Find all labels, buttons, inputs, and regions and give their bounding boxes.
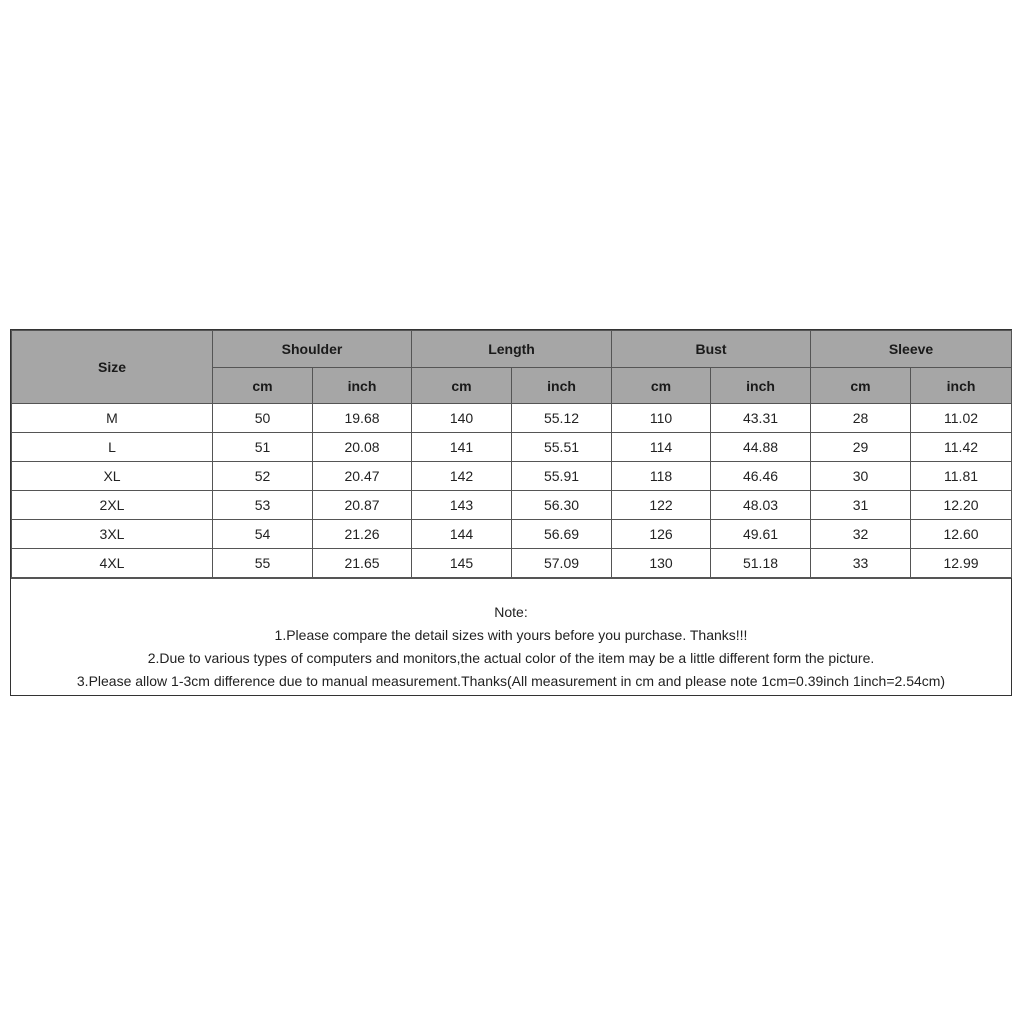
- table-cell: 55.12: [512, 404, 612, 433]
- table-cell: 55: [213, 549, 313, 578]
- table-cell: 20.87: [313, 491, 412, 520]
- note-line: 1.Please compare the detail sizes with yours before you purchase. Thanks!!!: [274, 627, 748, 643]
- table-cell: 142: [412, 462, 512, 491]
- table-cell: 12.60: [911, 520, 1012, 549]
- table-cell: 43.31: [711, 404, 811, 433]
- table-row: [12, 404, 1012, 433]
- group-header-sleeve: Sleeve: [811, 331, 1012, 368]
- table-cell: 11.81: [911, 462, 1012, 491]
- table-cell: 56.69: [512, 520, 612, 549]
- table-cell: 12.20: [911, 491, 1012, 520]
- unit-header: inch: [512, 368, 612, 404]
- table-cell: 11.02: [911, 404, 1012, 433]
- table-cell: 56.30: [512, 491, 612, 520]
- table-row: [12, 462, 1012, 491]
- table-cell: 118: [612, 462, 711, 491]
- notes-section: [11, 578, 1011, 695]
- group-header-bust: Bust: [612, 331, 811, 368]
- unit-header: cm: [811, 368, 911, 404]
- table-cell: 31: [811, 491, 911, 520]
- table-cell: 143: [412, 491, 512, 520]
- table-cell: 51.18: [711, 549, 811, 578]
- header-row-groups: [12, 331, 1012, 368]
- size-cell: 2XL: [12, 491, 213, 520]
- table-cell: 32: [811, 520, 911, 549]
- unit-header: inch: [911, 368, 1012, 404]
- table-row: [12, 549, 1012, 578]
- table-cell: 49.61: [711, 520, 811, 549]
- table-cell: 110: [612, 404, 711, 433]
- table-cell: 114: [612, 433, 711, 462]
- table-cell: 140: [412, 404, 512, 433]
- size-table: [11, 330, 1012, 578]
- table-cell: 54: [213, 520, 313, 549]
- table-cell: 122: [612, 491, 711, 520]
- size-chart: [10, 329, 1012, 696]
- note-line: 3.Please allow 1-3cm difference due to manual measurement.Thanks(All measurement in cm and please note 1cm=0.39inch 1inch=2.54cm): [76, 673, 946, 689]
- table-cell: 145: [412, 549, 512, 578]
- table-cell: 33: [811, 549, 911, 578]
- size-cell: L: [12, 433, 213, 462]
- table-cell: 28: [811, 404, 911, 433]
- size-cell: M: [12, 404, 213, 433]
- table-cell: 126: [612, 520, 711, 549]
- table-cell: 21.65: [313, 549, 412, 578]
- table-cell: 12.99: [911, 549, 1012, 578]
- table-cell: 46.46: [711, 462, 811, 491]
- unit-header: cm: [213, 368, 313, 404]
- table-cell: 57.09: [512, 549, 612, 578]
- notes-title: Note:: [494, 604, 528, 620]
- table-row: [12, 433, 1012, 462]
- table-cell: 51: [213, 433, 313, 462]
- unit-header: cm: [612, 368, 711, 404]
- table-cell: 144: [412, 520, 512, 549]
- unit-header: cm: [412, 368, 512, 404]
- size-header: Size: [12, 331, 213, 404]
- table-cell: 130: [612, 549, 711, 578]
- unit-header: inch: [711, 368, 811, 404]
- table-cell: 53: [213, 491, 313, 520]
- table-cell: 29: [811, 433, 911, 462]
- group-header-length: Length: [412, 331, 612, 368]
- size-cell: 4XL: [12, 549, 213, 578]
- table-cell: 48.03: [711, 491, 811, 520]
- table-row: [12, 520, 1012, 549]
- size-cell: XL: [12, 462, 213, 491]
- table-cell: 44.88: [711, 433, 811, 462]
- note-line: 2.Due to various types of computers and monitors,the actual color of the item may be a little different form the picture.: [147, 650, 875, 666]
- table-cell: 55.91: [512, 462, 612, 491]
- table-cell: 20.08: [313, 433, 412, 462]
- table-cell: 21.26: [313, 520, 412, 549]
- table-cell: 20.47: [313, 462, 412, 491]
- unit-header: inch: [313, 368, 412, 404]
- table-cell: 50: [213, 404, 313, 433]
- table-cell: 52: [213, 462, 313, 491]
- table-cell: 11.42: [911, 433, 1012, 462]
- size-cell: 3XL: [12, 520, 213, 549]
- table-cell: 141: [412, 433, 512, 462]
- group-header-shoulder: Shoulder: [213, 331, 412, 368]
- table-cell: 30: [811, 462, 911, 491]
- table-row: [12, 491, 1012, 520]
- table-cell: 19.68: [313, 404, 412, 433]
- table-cell: 55.51: [512, 433, 612, 462]
